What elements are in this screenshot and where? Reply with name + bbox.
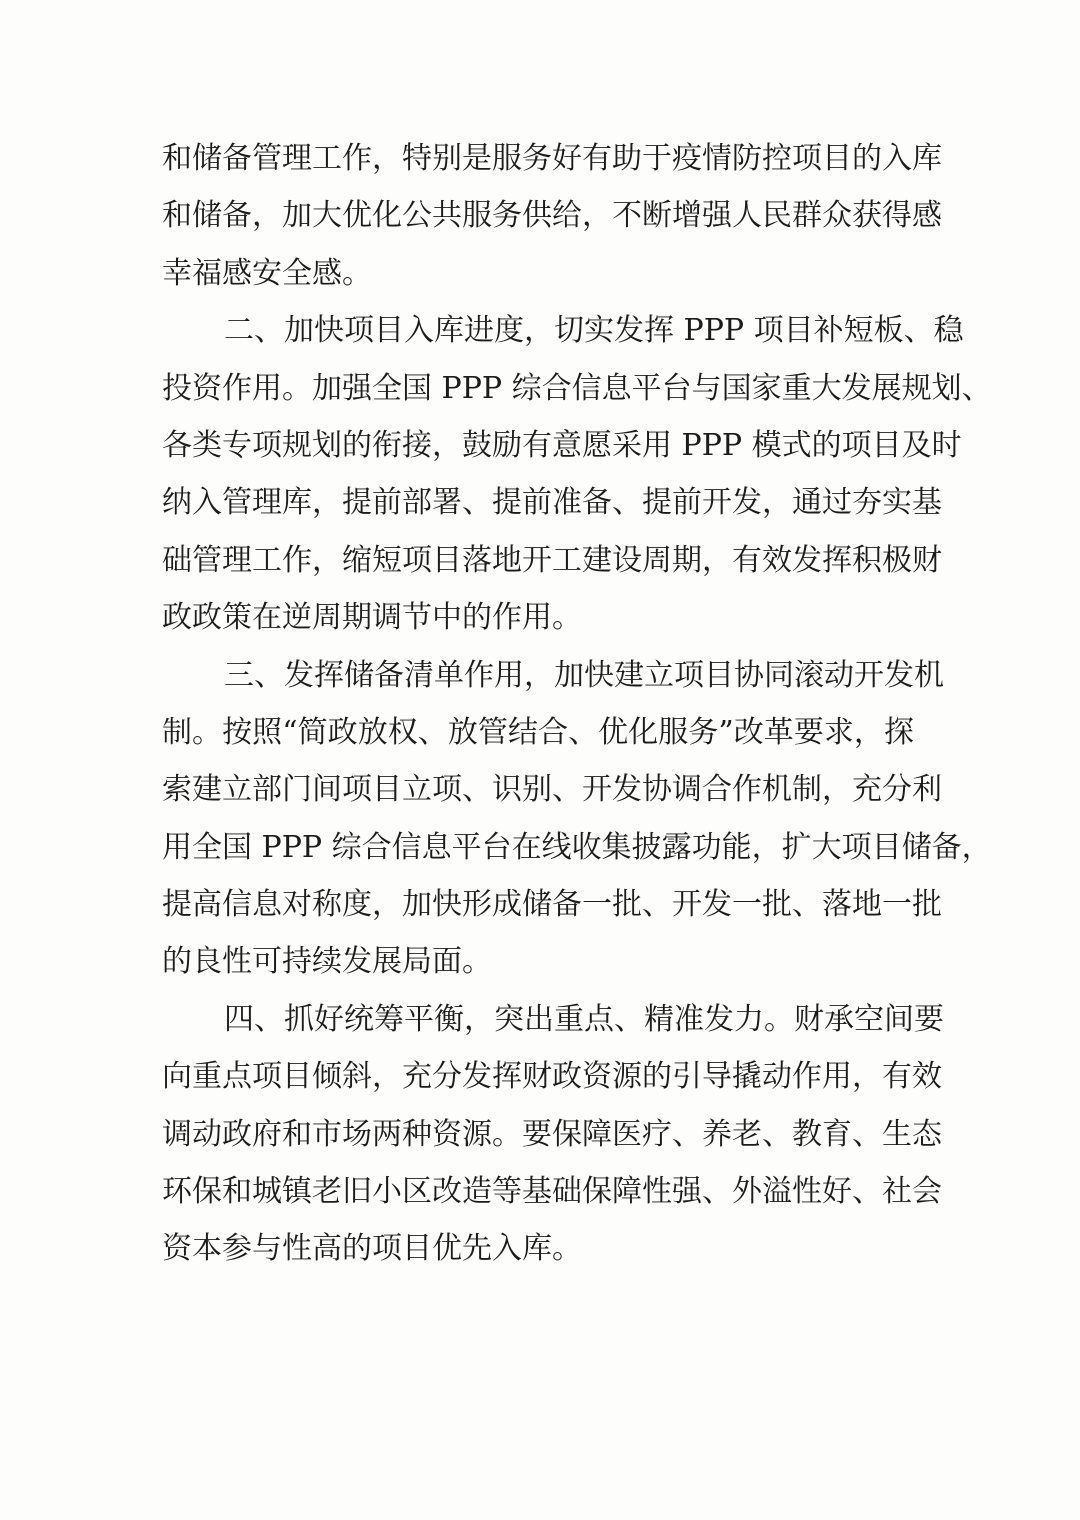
text-line: 资本参与性高的项目优先入库。 bbox=[162, 1231, 582, 1267]
text-line: 纳入管理库，提前部署、提前准备、提前开发，通过夯实基 bbox=[162, 485, 942, 521]
text-line: 和储备，加大优化公共服务供给，不断增强人民群众获得感 bbox=[162, 198, 942, 234]
paragraph-3 bbox=[162, 647, 992, 991]
text-line: 政政策在逆周期调节中的作用。 bbox=[162, 600, 582, 636]
body-text bbox=[162, 130, 992, 1278]
text-line: 提高信息对称度，加快形成储备一批、开发一批、落地一批 bbox=[162, 887, 942, 923]
text-line: 各类专项规划的衔接，鼓励有意愿采用 PPP 模式的项目及时 bbox=[162, 427, 962, 463]
text-line: 环保和城镇老旧小区改造等基础保障性强、外溢性好、社会 bbox=[162, 1174, 942, 1210]
text-line: 索建立部门间项目立项、识别、开发协调合作机制，充分利 bbox=[162, 772, 942, 808]
text-line: 三、发挥储备清单作用，加快建立项目协同滚动开发机 bbox=[224, 657, 944, 693]
text-line: 用全国 PPP 综合信息平台在线收集披露功能，扩大项目储备， bbox=[162, 829, 992, 865]
text-line: 幸福感安全感。 bbox=[162, 255, 372, 291]
paragraph-1 bbox=[162, 130, 942, 302]
text-line: 制。按照“简政放权、放管结合、优化服务”改革要求，探 bbox=[162, 714, 914, 750]
text-line: 和储备管理工作，特别是服务好有助于疫情防控项目的入库 bbox=[162, 141, 942, 176]
paragraph-2 bbox=[162, 302, 992, 646]
text-line: 的良性可持续发展局面。 bbox=[162, 944, 492, 980]
text-line: 向重点项目倾斜，充分发挥财政资源的引导撬动作用，有效 bbox=[162, 1059, 942, 1095]
text-line: 四、抓好统筹平衡，突出重点、精准发力。财承空间要 bbox=[224, 1001, 944, 1037]
paragraph-4 bbox=[162, 991, 944, 1278]
text-line: 投资作用。加强全国 PPP 综合信息平台与国家重大发展规划、 bbox=[162, 370, 992, 406]
text-line: 调动政府和市场两种资源。要保障医疗、养老、教育、生态 bbox=[162, 1116, 942, 1152]
text-line: 础管理工作，缩短项目落地开工建设周期，有效发挥积极财 bbox=[162, 542, 942, 578]
text-line: 二、加快项目入库进度，切实发挥 PPP 项目补短板、稳 bbox=[224, 313, 964, 349]
